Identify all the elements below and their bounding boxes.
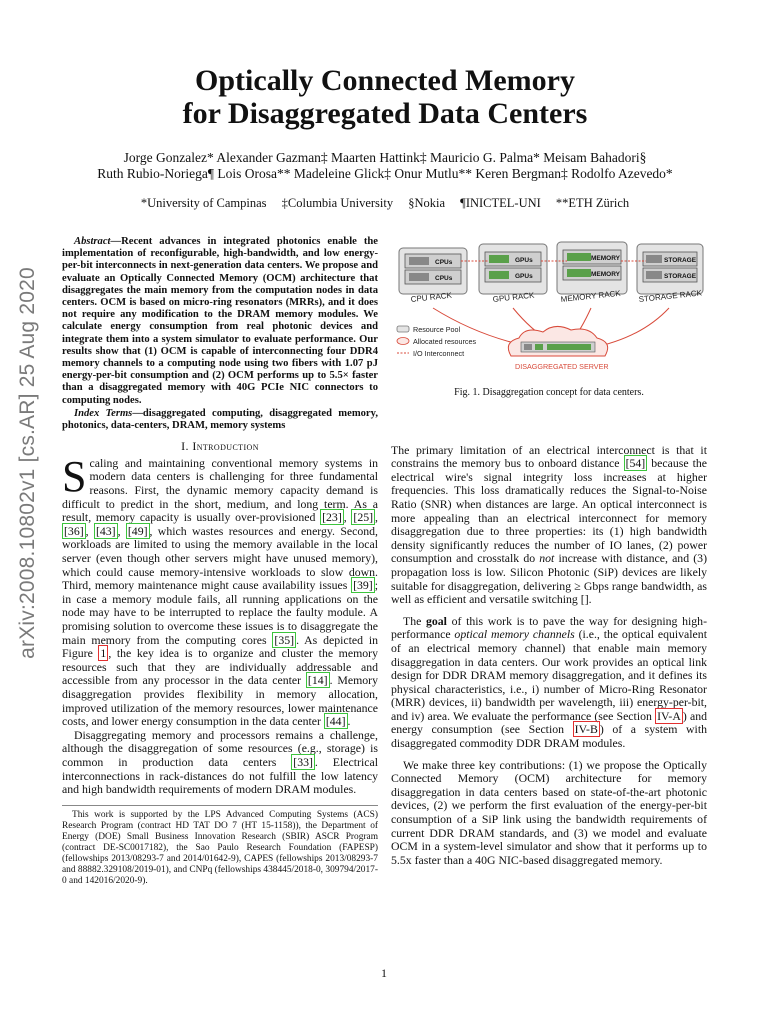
text-run: , the key idea is to organize and cluster the memory resources such that they are individually addressable and accessible from any processor in the data center	[62, 646, 378, 688]
citation-link[interactable]: [39]	[353, 578, 373, 593]
funding-footnote: This work is supported by the LPS Advanced Computing Systems (ACS) Research Program (contract HD TAT DO 7 (HT 15-1158)), the Department of Energy (DOE) Small Business Innovation Research (SBIR) ASCR Program (contract DE-SC0017182), the Sao Paulo Research Foundation (FAPESP) (fellowships 2013/08293-7 and 2014/01642-9), CAPES (fellowships 2013/08293-7 and 88882.329108/2019-01), and CNPq (fellowships 438445/2018-0, 309794/2017-0 and 142016/2020-9).	[62, 805, 378, 887]
rack-storage	[637, 244, 703, 304]
text-run: , which wastes resources and energy. Second, workloads are limited to using the memory available in the local server (even though other servers might have unused memory), which could cause memory-intensive workloads to slow down. Third, memory maintenance might cause availability issues	[62, 523, 379, 593]
server-label: DISAGGREGATED SERVER	[515, 362, 609, 371]
arxiv-id: arXiv:2008.10802v1 [cs.AR] 25 Aug 2020	[16, 267, 40, 659]
figure-ref-link[interactable]: 1	[100, 646, 107, 661]
figure-caption: Fig. 1. Disaggregation concept for data centers.	[454, 387, 644, 398]
paper-title	[90, 64, 680, 130]
text-run: The primary limitation of an electrical interconnect is that it constrains the memory bus to onboard distance	[391, 442, 707, 471]
rack-name: CPU RACK	[410, 290, 453, 304]
section-heading-introduction	[62, 440, 378, 454]
affiliation: ¶INICTEL-UNI	[460, 196, 541, 210]
right-paragraph-2	[391, 615, 707, 751]
citation-link[interactable]: [43]	[95, 523, 116, 538]
text-run: ) of a system with disaggregated commodity DDR DRAM modules.	[391, 722, 707, 751]
text-run: . Electrical interconnections in rack-distances do not fulfill the low latency and high bandwidth requirements of modern DRAM modules.	[62, 754, 378, 797]
section-number: I.	[181, 439, 189, 454]
affiliations	[70, 196, 700, 211]
dropcap: S	[62, 451, 87, 501]
affiliation: **ETH Zürich	[555, 196, 630, 210]
text-run: because the electrical wire's signal integrity loss increases at higher frequencies. This loss dramatically reduces the Signal-to-Noise Ratio (SNR) when distances are large. An optical interconnect is more appealing than an electrical interconnect for memory disaggregation due to three properties: its (1) high bandwidth density significantly reduces the number of IO lanes, (2) power consumption and crosstalk do	[391, 456, 707, 566]
citation-link[interactable]: [49]	[127, 523, 148, 538]
text-run: caling and maintaining conventional memory systems in modern data centers is challenging for three fundamental reasons. First, the dynamic memory capacity demand is difficult to predict in the short, medium, and long term. As a result, memory capacity is usually over-provisioned	[62, 455, 378, 525]
index-terms-text: —disaggregated computing, disaggregated memory, photonics, data-centers, DRAM, memory systems	[62, 407, 378, 432]
text-run: .	[347, 714, 351, 729]
intro-paragraph-1: Scaling and maintaining conventional memory systems in modern data centers is challenging for three fundamental reasons. First, the dynamic memory capacity demand is difficult to predict in the short, medium, and long term. As a result, memory capacity is usually over-provisioned [23] , [25] , [36] , [43] , [49] , which wastes resources and energy. Second, workloads are limited to using the memory available in the local server (even though other servers might have unused memory), which could cause memory-intensive workloads to slow down. Third, memory maintenance might cause availability issues [39] ; in case a memory module fails, all running applications on the node may have to be interrupted to replace the faulty module. A promising solution to overcome these issues is to disaggregate the main memory from the computing cores [35] . As depicted in Figure 1 , the key idea is to organize and cluster the memory resources such that they are individually addressable and accessible from any processor in the data center [14] . Memory disaggregation provides flexibility in memory allocation, improved utilization of the memory resources, lower maintenance costs, and lower energy consumption in the data center [44] .	[62, 451, 379, 729]
citation-link[interactable]: [54]	[625, 456, 646, 471]
citation-link[interactable]: [44]	[325, 714, 346, 729]
citation-link[interactable]: [35]	[274, 632, 295, 647]
authors-line-1: Jorge Gonzalez* Alexander Gazman‡ Maarten Hattink‡ Mauricio G. Palma* Meisam Bahadori§	[123, 150, 647, 165]
figure-legend	[397, 325, 477, 358]
author-list	[70, 150, 700, 182]
rack-name: GPU RACK	[492, 290, 535, 304]
rack-name: STORAGE RACK	[638, 288, 703, 304]
right-body	[391, 444, 707, 868]
text-run: . Memory disaggregation provides flexibility in memory allocation, improved utilization of the memory resources, lower maintenance costs, and lower energy consumption in the data center	[62, 673, 378, 729]
intro-paragraph-2	[62, 729, 378, 797]
legend-item: I/O Interconnect	[413, 349, 465, 358]
text-run: ) and energy consumption (see Section	[391, 708, 707, 737]
citation-link[interactable]: [23]	[322, 510, 342, 525]
text-run: ; in case a memory module fails, all running applications on the node may have to be interrupted to replace the faulty module. A promising solution to overcome these issues is to disaggregate the main memory from the computing cores	[62, 578, 378, 647]
citation-link[interactable]: [36]	[64, 523, 84, 538]
text-run: (i.e., the optical equivalent of an electrical memory channel) that enable main memory disaggregation in data centers. Our work provides an optical link design for DDR DRAM memory disaggregation, and it defines its physical characteristics, i.e., i) number of Micro-Ring Resonator (MRR) devices, ii) bandwidth per wavelength, iii) energy-per-bit, and iv) area. We evaluate the performance (see Section	[391, 627, 707, 723]
abstract	[62, 236, 378, 407]
introduction-body	[62, 451, 379, 797]
text-run: . As depicted in Figure	[62, 632, 379, 661]
abstract-lead: Abstract	[74, 236, 111, 247]
right-paragraph-3: We make three key contributions: (1) we propose the Optically Connected Memory (OCM) architecture for memory disaggregation in data centers based on state-of-the-art photonic devices, (2) we perform the first evaluation of the energy-per-bit consumption of a SiP link using the bandwidth requirements of current DDR DRAM standards, and (3) we model and evaluate OCM in a system-level simulator and show that it performs up to 5.5x faster than a 40G NIC-based disaggregated memory.	[391, 757, 707, 867]
citation-link[interactable]: [25]	[353, 510, 374, 525]
title-line-1: Optically Connected Memory	[195, 64, 575, 97]
disaggregated-server	[508, 326, 608, 371]
emphasis: optical memory channels	[454, 627, 575, 642]
rack-unit-label: GPUs	[515, 257, 533, 264]
figure-1	[391, 238, 707, 376]
title-line-2: for Disaggregated Data Centers	[182, 97, 588, 130]
rack-unit-label: CPUs	[435, 259, 453, 266]
citation-link[interactable]: [33]	[293, 754, 313, 769]
affiliation: §Nokia	[408, 196, 446, 210]
rack-unit-label: GPUs	[515, 273, 533, 280]
legend-item: Resource Pool	[413, 325, 461, 334]
rack-unit-label: CPUs	[435, 275, 453, 282]
rack-unit-label: MEMORY	[591, 271, 621, 278]
text-run: increase with distance, and (3) propagation loss is low. Silicon Photonic (SiP) devices are likely suitable for disaggregation, delivering ≥ Gbps range bandwidth, as well as efficient and versatile switching [].	[391, 551, 707, 607]
section-ref-link[interactable]: IV-B	[574, 722, 598, 737]
citation-link[interactable]: [14]	[307, 673, 328, 688]
section-ref-link[interactable]: IV-A	[657, 708, 681, 723]
text-run: of this work is to pave the way for designing high-performance	[391, 613, 707, 642]
abstract-text: —Recent advances in integrated photonics enable the implementation of reconfigurable, high-bandwidth, and low energy-per-bit interconnects in next-generation data centers. We propose and evaluate an Optically Connected Memory (OCM) architecture that disaggregates the main memory from the computation nodes in data centers. OCM is based on micro-ring resonators (MRRs), and it does not require any modification to the DRAM memory modules. We calculate energy consumption from real photonic devices and integrate them into a system simulator to evaluate performance. Our results show that (1) OCM is capable of interconnecting four DDR4 memory channels to a computing node using two fibers with 1.07 pJ energy-per-bit consumption and (2) OCM performs up to 5.5× faster than a disaggregated memory with 40G PCIe NIC connectors to computing nodes.	[62, 236, 378, 406]
text-run: The	[403, 613, 426, 628]
index-terms	[62, 408, 378, 432]
arxiv-watermark	[2, 228, 54, 698]
affiliation: *University of Campinas	[140, 196, 267, 210]
rack-unit-label: STORAGE	[664, 273, 697, 280]
rack-gpu	[479, 244, 547, 304]
left-column	[62, 236, 378, 887]
right-column	[391, 236, 707, 867]
emphasis: not	[539, 551, 555, 566]
authors-line-2: Ruth Rubio-Noriega¶ Lois Orosa** Madeleine Glick‡ Onur Mutlu** Keren Bergman‡ Rodolfo Azevedo*	[97, 166, 673, 181]
section-title: Introduction	[192, 439, 259, 454]
rack-memory	[557, 242, 627, 304]
legend-item: Allocated resources	[413, 337, 477, 346]
disaggregation-diagram	[391, 238, 707, 376]
rack-name: MEMORY RACK	[560, 288, 622, 304]
rack-unit-label: STORAGE	[664, 257, 697, 264]
rack-unit-label: MEMORY	[591, 255, 621, 262]
affiliation: ‡Columbia University	[281, 196, 394, 210]
rack-cpu	[399, 248, 467, 304]
emphasis: goal	[425, 613, 447, 628]
right-paragraph-1	[391, 444, 707, 607]
text-run: Disaggregating memory and processors remains a challenge, although the disaggregation of some resources (e.g., storage) is common in production data centers	[62, 727, 378, 769]
index-terms-lead: Index Terms	[74, 407, 133, 419]
page-number: 1	[381, 966, 387, 980]
